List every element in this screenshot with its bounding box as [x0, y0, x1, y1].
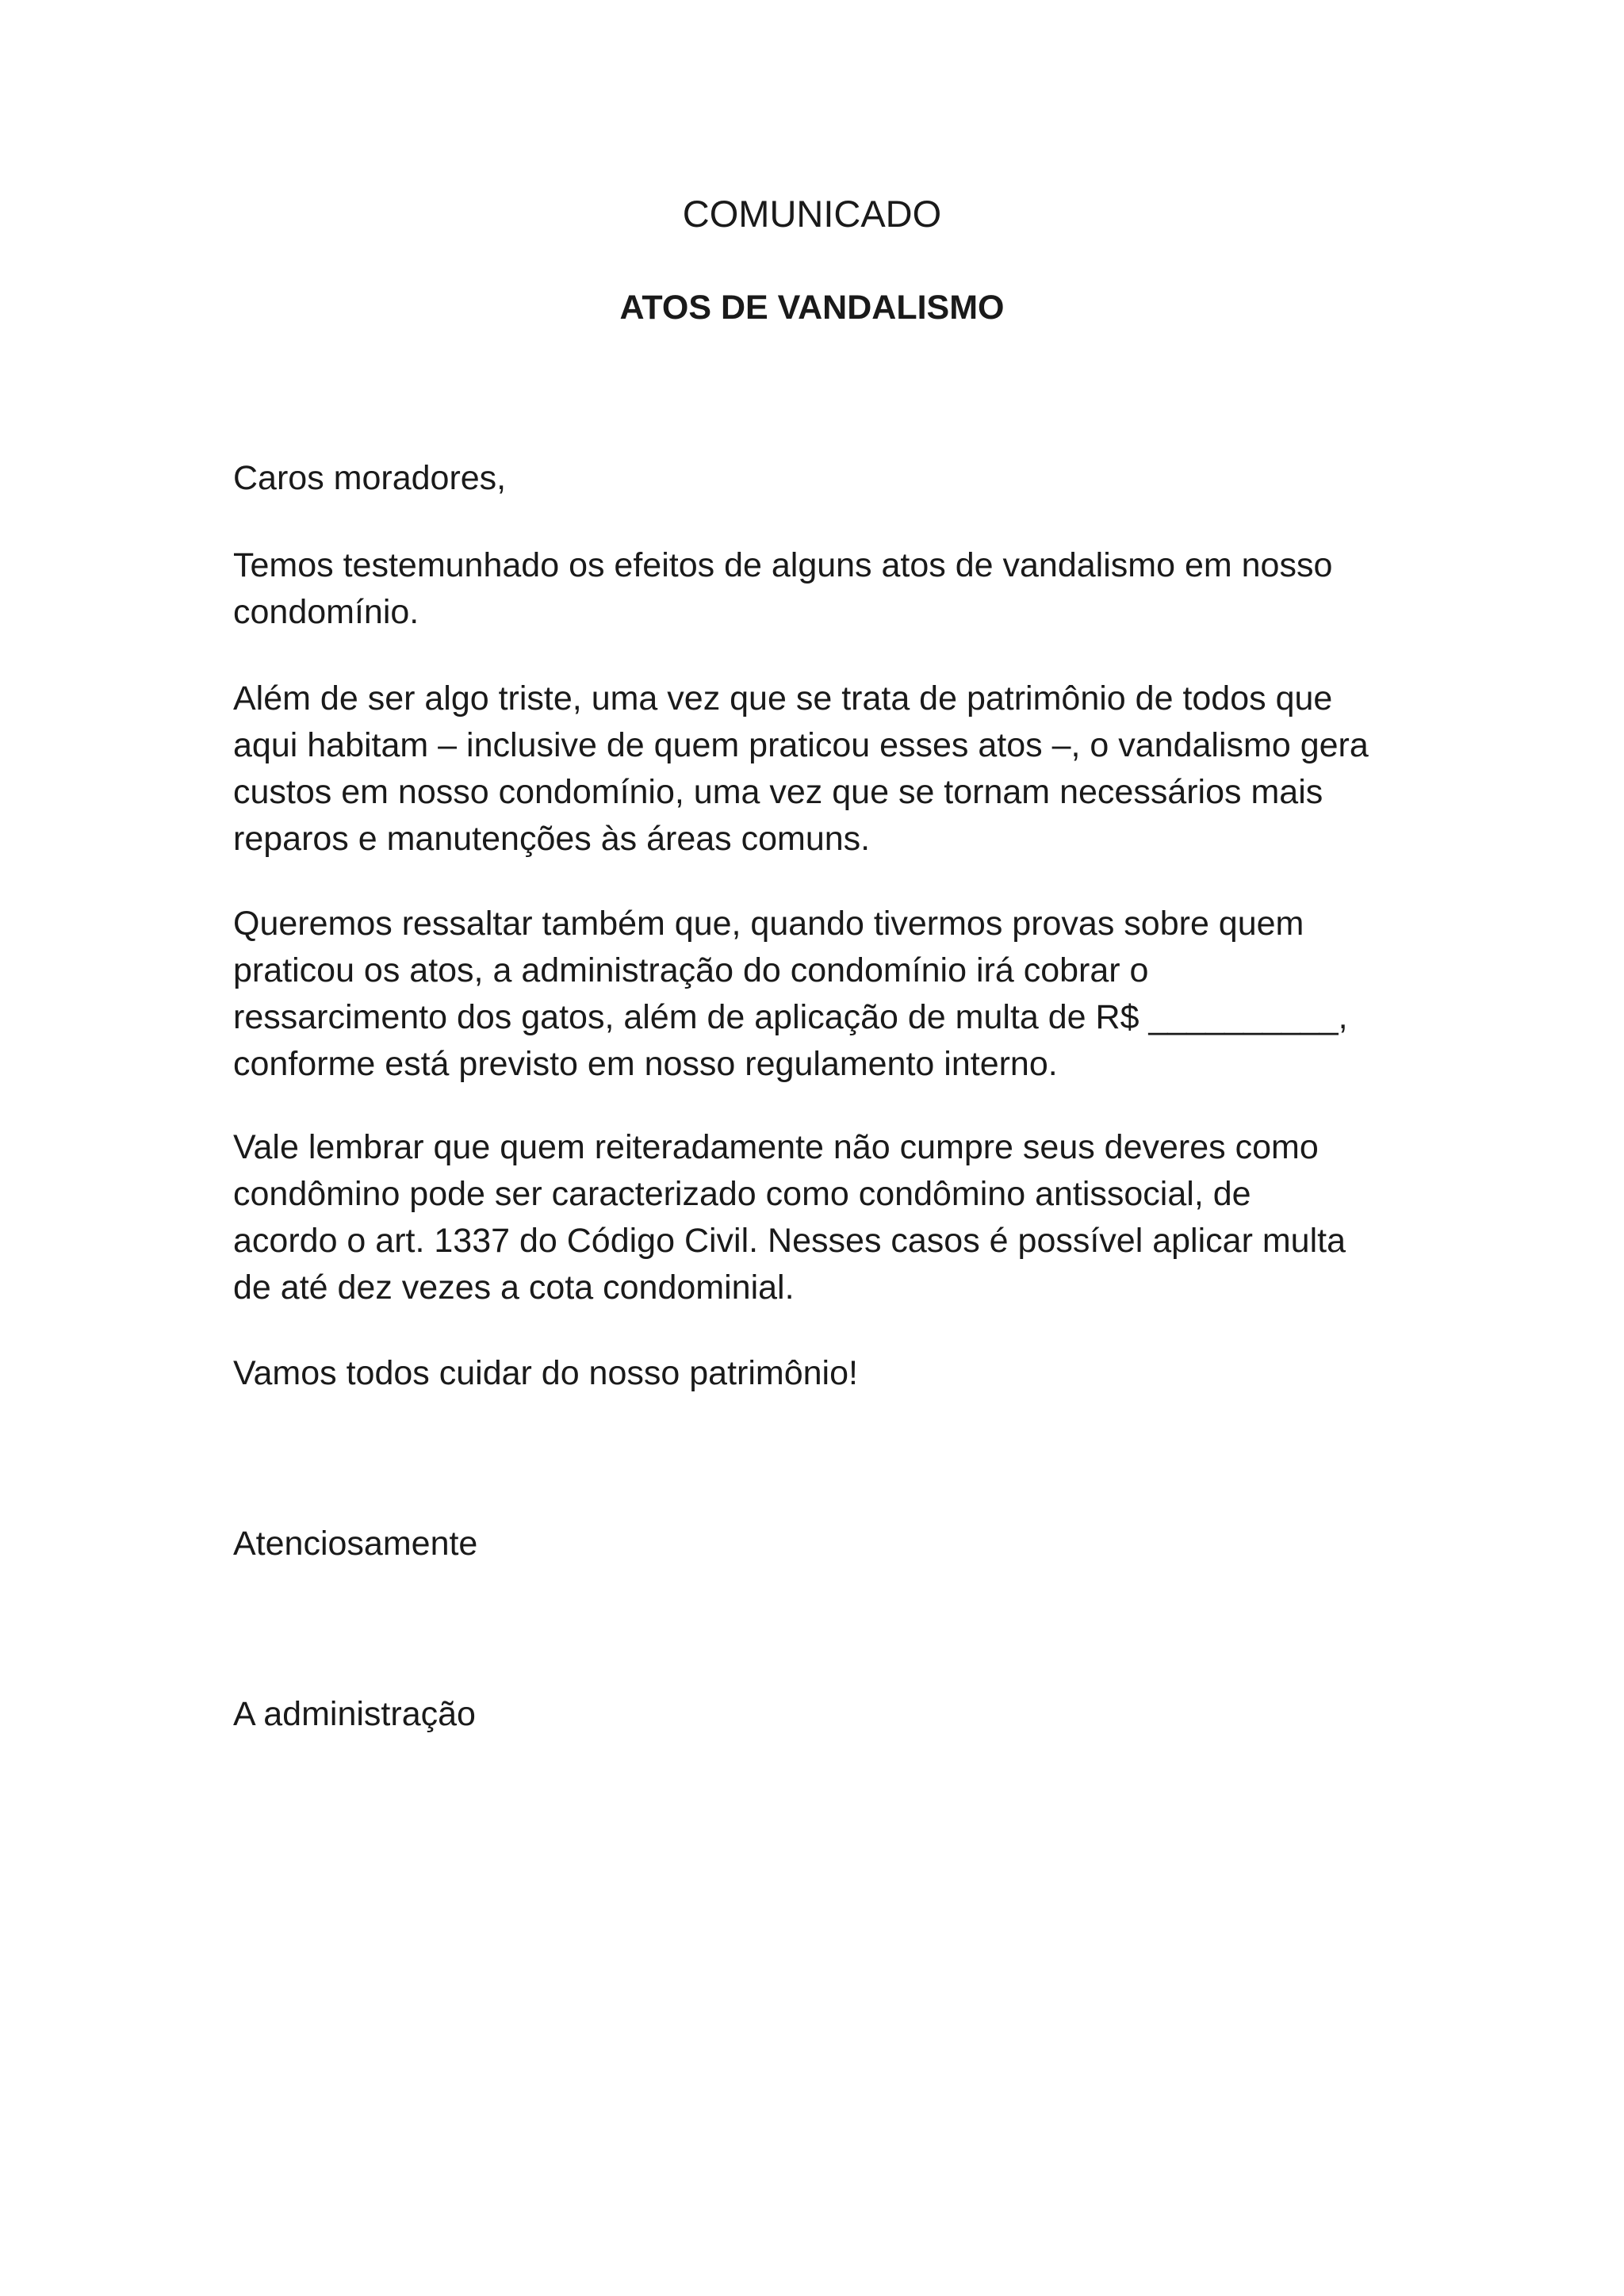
- paragraph-1: [233, 542, 1407, 636]
- paragraph-line: Queremos ressaltar também que, quando tivermos provas sobre quem: [233, 905, 1304, 943]
- paragraph-line: de até dez vezes a cota condominial.: [233, 1269, 795, 1307]
- paragraph-line: conforme está previsto em nosso regulamento interno.: [233, 1045, 1058, 1083]
- document-title: COMUNICADO: [682, 193, 942, 235]
- paragraph-line: condômino pode ser caracterizado como condômino antissocial, de: [233, 1175, 1251, 1213]
- greeting: Caros moradores,: [233, 459, 507, 497]
- paragraph-3: [233, 901, 1407, 1088]
- paragraph-2: [233, 675, 1407, 863]
- closing-line: Vamos todos cuidar do nosso patrimônio!: [233, 1354, 858, 1392]
- paragraph-line: praticou os atos, a administração do condomínio irá cobrar o: [233, 951, 1149, 989]
- paragraph-line: Vale lembrar que quem reiteradamente não cumpre seus deveres como: [233, 1128, 1319, 1166]
- paragraph-line: reparos e manutenções às áreas comuns.: [233, 820, 871, 858]
- paragraph-line: condomínio.: [233, 593, 419, 631]
- paragraph-line: acordo o art. 1337 do Código Civil. Nesses casos é possível aplicar multa: [233, 1222, 1346, 1260]
- paragraph-line: aqui habitam – inclusive de quem praticou esses atos –, o vandalismo gera: [233, 726, 1369, 764]
- signature: A administração: [233, 1695, 476, 1733]
- paragraph-line: ressarcimento dos gatos, além de aplicação de multa de R$ __________,: [233, 998, 1348, 1036]
- paragraph-line: Além de ser algo triste, uma vez que se trata de patrimônio de todos que: [233, 679, 1333, 718]
- paragraph-4: [233, 1124, 1407, 1311]
- signoff: Atenciosamente: [233, 1525, 478, 1563]
- document-subtitle: ATOS DE VANDALISMO: [619, 289, 1005, 327]
- paragraph-line: custos em nosso condomínio, uma vez que se tornam necessários mais: [233, 773, 1323, 811]
- paragraph-line: Temos testemunhado os efeitos de alguns atos de vandalismo em nosso: [233, 546, 1333, 584]
